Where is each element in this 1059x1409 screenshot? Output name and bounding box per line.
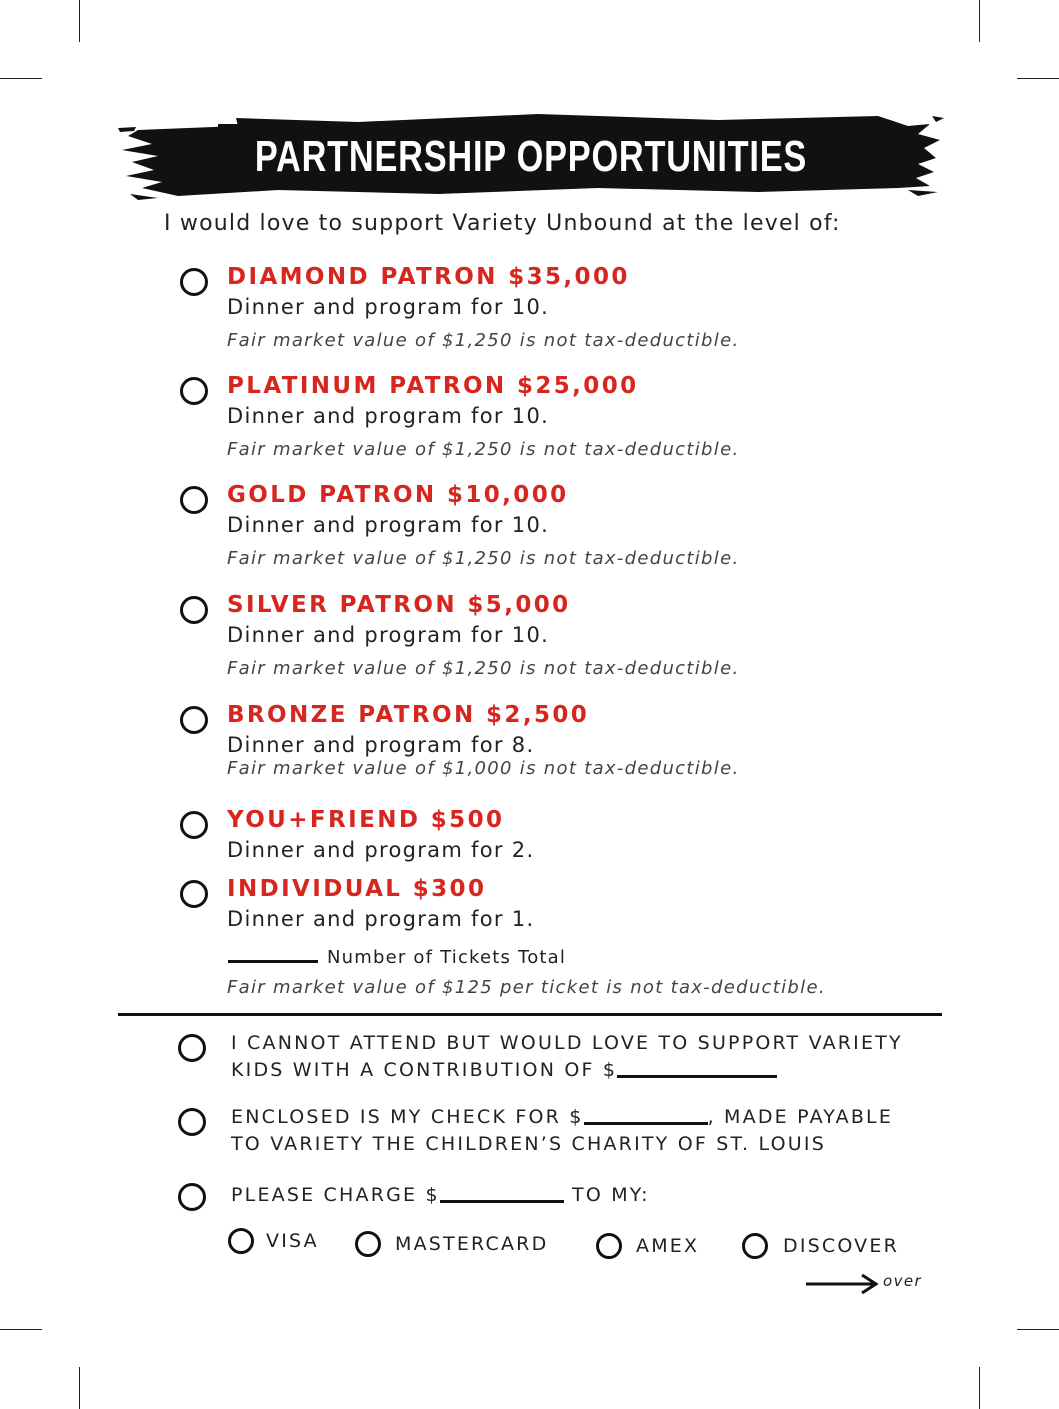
tickets-count-field[interactable] [228,960,318,963]
crop-mark [1017,1329,1059,1330]
check-payable-label: , MADE PAYABLE [707,1106,894,1128]
cannot-attend-line2: KIDS WITH A CONTRIBUTION OF $ [231,1059,618,1081]
level-title: GOLD PATRON $10,000 [227,482,569,508]
radio-circle-icon[interactable] [180,880,208,908]
radio-circle-icon[interactable] [180,811,208,839]
radio-circle-icon[interactable] [228,1228,254,1254]
radio-circle-icon[interactable] [742,1233,768,1259]
level-description: Dinner and program for 2. [227,838,535,862]
crop-mark [1017,78,1059,79]
crop-mark [79,1367,80,1409]
arrow-right-icon [806,1272,880,1296]
card-label: AMEX [636,1235,700,1257]
charge-to-label: TO MY: [572,1184,650,1206]
crop-mark [979,1367,980,1409]
page-title: PARTNERSHIP OPPORTUNITIES [254,132,808,181]
check-amount-field[interactable] [584,1122,708,1125]
radio-circle-icon[interactable] [180,486,208,514]
level-title: SILVER PATRON $5,000 [227,592,571,618]
level-description: Dinner and program for 1. [227,907,535,931]
radio-circle-icon[interactable] [178,1108,206,1136]
level-note: Fair market value of $1,250 is not tax-deductible. [227,548,740,569]
radio-circle-icon[interactable] [180,377,208,405]
radio-circle-icon[interactable] [355,1231,381,1257]
radio-circle-icon[interactable] [596,1233,622,1259]
radio-circle-icon[interactable] [180,706,208,734]
radio-circle-icon[interactable] [178,1034,206,1062]
level-description: Dinner and program for 8. [227,733,535,757]
level-note: Fair market value of $1,250 is not tax-deductible. [227,330,740,351]
radio-circle-icon[interactable] [180,268,208,296]
section-divider [118,1013,942,1016]
level-description: Dinner and program for 10. [227,623,550,647]
tickets-label: Number of Tickets Total [327,947,567,968]
radio-circle-icon[interactable] [178,1183,206,1211]
level-note: Fair market value of $1,250 is not tax-deductible. [227,658,740,679]
charge-amount-field[interactable] [440,1200,564,1203]
charge-label: PLEASE CHARGE $ [231,1184,440,1206]
card-label: MASTERCARD [395,1233,549,1255]
level-title: BRONZE PATRON $2,500 [227,702,590,728]
check-label: ENCLOSED IS MY CHECK FOR $ [231,1106,584,1128]
intro-text: I would love to support Variety Unbound at the level of: [164,211,841,236]
level-title: PLATINUM PATRON $25,000 [227,373,639,399]
cannot-attend-line2-row [231,1057,903,1084]
charge-option [231,1182,650,1209]
over-label: over [883,1272,923,1290]
crop-mark [79,0,80,42]
level-description: Dinner and program for 10. [227,295,550,319]
check-line1-row [231,1104,893,1131]
crop-mark [979,0,980,42]
check-option [231,1104,893,1158]
level-description: Dinner and program for 10. [227,404,550,428]
cannot-attend-line1: I CANNOT ATTEND BUT WOULD LOVE TO SUPPORT VARIETY [231,1032,903,1054]
cannot-attend-option [231,1030,903,1084]
crop-mark [0,78,42,79]
contribution-amount-field[interactable] [617,1075,777,1078]
radio-circle-icon[interactable] [180,596,208,624]
level-title: YOU+FRIEND $500 [227,807,505,833]
level-note: Fair market value of $1,000 is not tax-deductible. [227,758,740,779]
card-label: DISCOVER [783,1235,899,1257]
crop-mark [0,1329,42,1330]
level-title: DIAMOND PATRON $35,000 [227,264,630,290]
header-banner [118,106,944,204]
tickets-note: Fair market value of $125 per ticket is not tax-deductible. [227,977,826,998]
over-indicator [806,1272,931,1296]
level-description: Dinner and program for 10. [227,513,550,537]
check-payee-line: TO VARIETY THE CHILDREN’S CHARITY OF ST. LOUIS [231,1133,826,1155]
level-title: INDIVIDUAL $300 [227,876,487,902]
card-label: VISA [266,1230,319,1252]
level-note: Fair market value of $1,250 is not tax-deductible. [227,439,740,460]
